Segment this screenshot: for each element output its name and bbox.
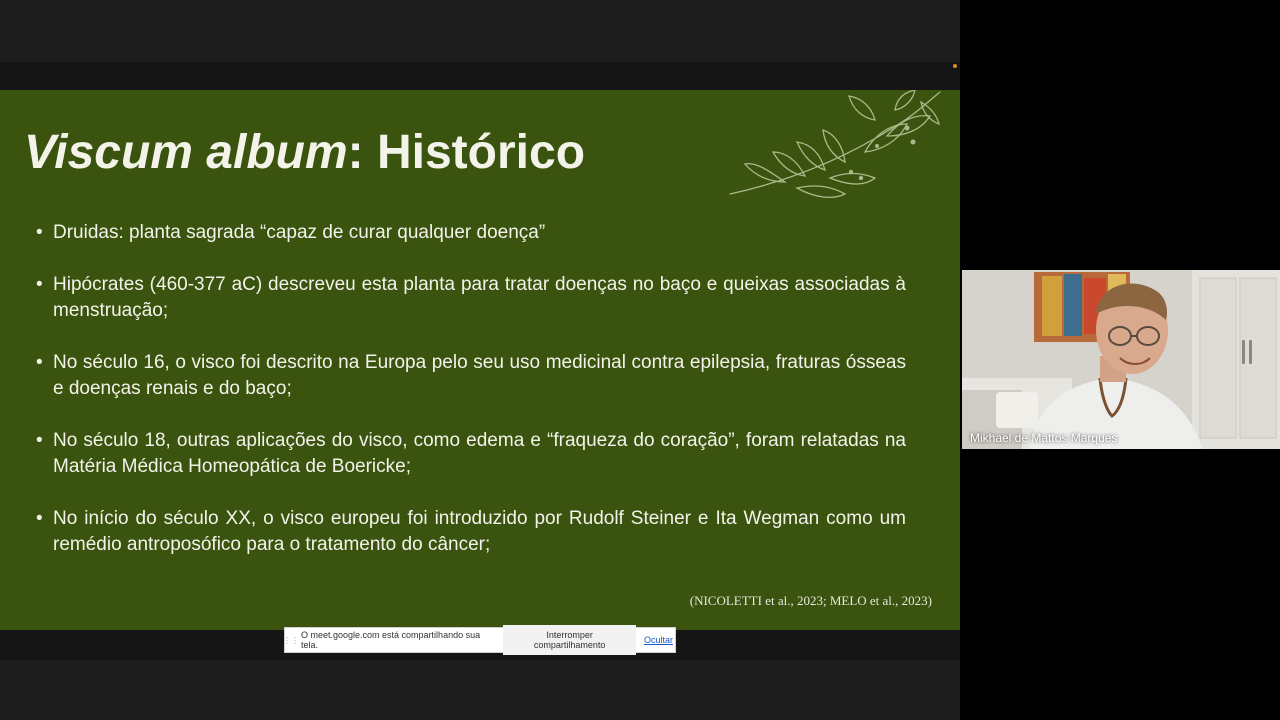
participant-video-image bbox=[962, 270, 1280, 449]
screen-top-bar bbox=[0, 62, 960, 90]
bullet-item: • Druidas: planta sagrada “capaz de curar qualquer doença” bbox=[36, 220, 906, 246]
participant-name: Mikhael de Mattos Marques bbox=[970, 431, 1118, 445]
bullet-item: • Hipócrates (460-377 aC) descreveu esta planta para tratar doenças no baço e queixas associadas à menstruação; bbox=[36, 272, 906, 324]
leaf-branch-icon bbox=[725, 90, 950, 202]
stop-sharing-button[interactable]: Interromper compartilhamento bbox=[503, 625, 636, 655]
drag-handle-icon[interactable]: ⋮⋮ bbox=[283, 635, 299, 645]
slide-citation: (NICOLETTI et al., 2023; MELO et al., 2023) bbox=[689, 593, 932, 608]
bullet-list bbox=[36, 220, 906, 584]
hide-button[interactable]: Ocultar bbox=[643, 635, 673, 645]
participants-panel bbox=[960, 0, 1280, 720]
bullet-item: • No século 18, outras aplicações do visco, como edema e “fraqueza do coração”, foram relatadas na Matéria Médica Homeopática de Boericke; bbox=[36, 428, 906, 480]
bullet-item: • No século 16, o visco foi descrito na Europa pelo seu uso medicinal contra epilepsia, fraturas ósseas e doenças renais e do baço; bbox=[36, 350, 906, 402]
recording-dot-icon bbox=[953, 64, 957, 68]
slide-title-italic: Viscum album bbox=[24, 126, 348, 179]
screen-share-notification bbox=[284, 627, 676, 653]
share-message: O meet.google.com está compartilhando sua tela. bbox=[301, 630, 481, 650]
slide-title-rest: : Histórico bbox=[347, 126, 586, 179]
presentation-slide bbox=[0, 90, 960, 630]
participant-video-tile[interactable] bbox=[962, 270, 1280, 449]
bullet-item: • No início do século XX, o visco europeu foi introduzido por Rudolf Steiner e Ita Wegman como um remédio antroposófico para o tratamento do câncer; bbox=[36, 506, 906, 558]
slide-title bbox=[24, 124, 585, 182]
